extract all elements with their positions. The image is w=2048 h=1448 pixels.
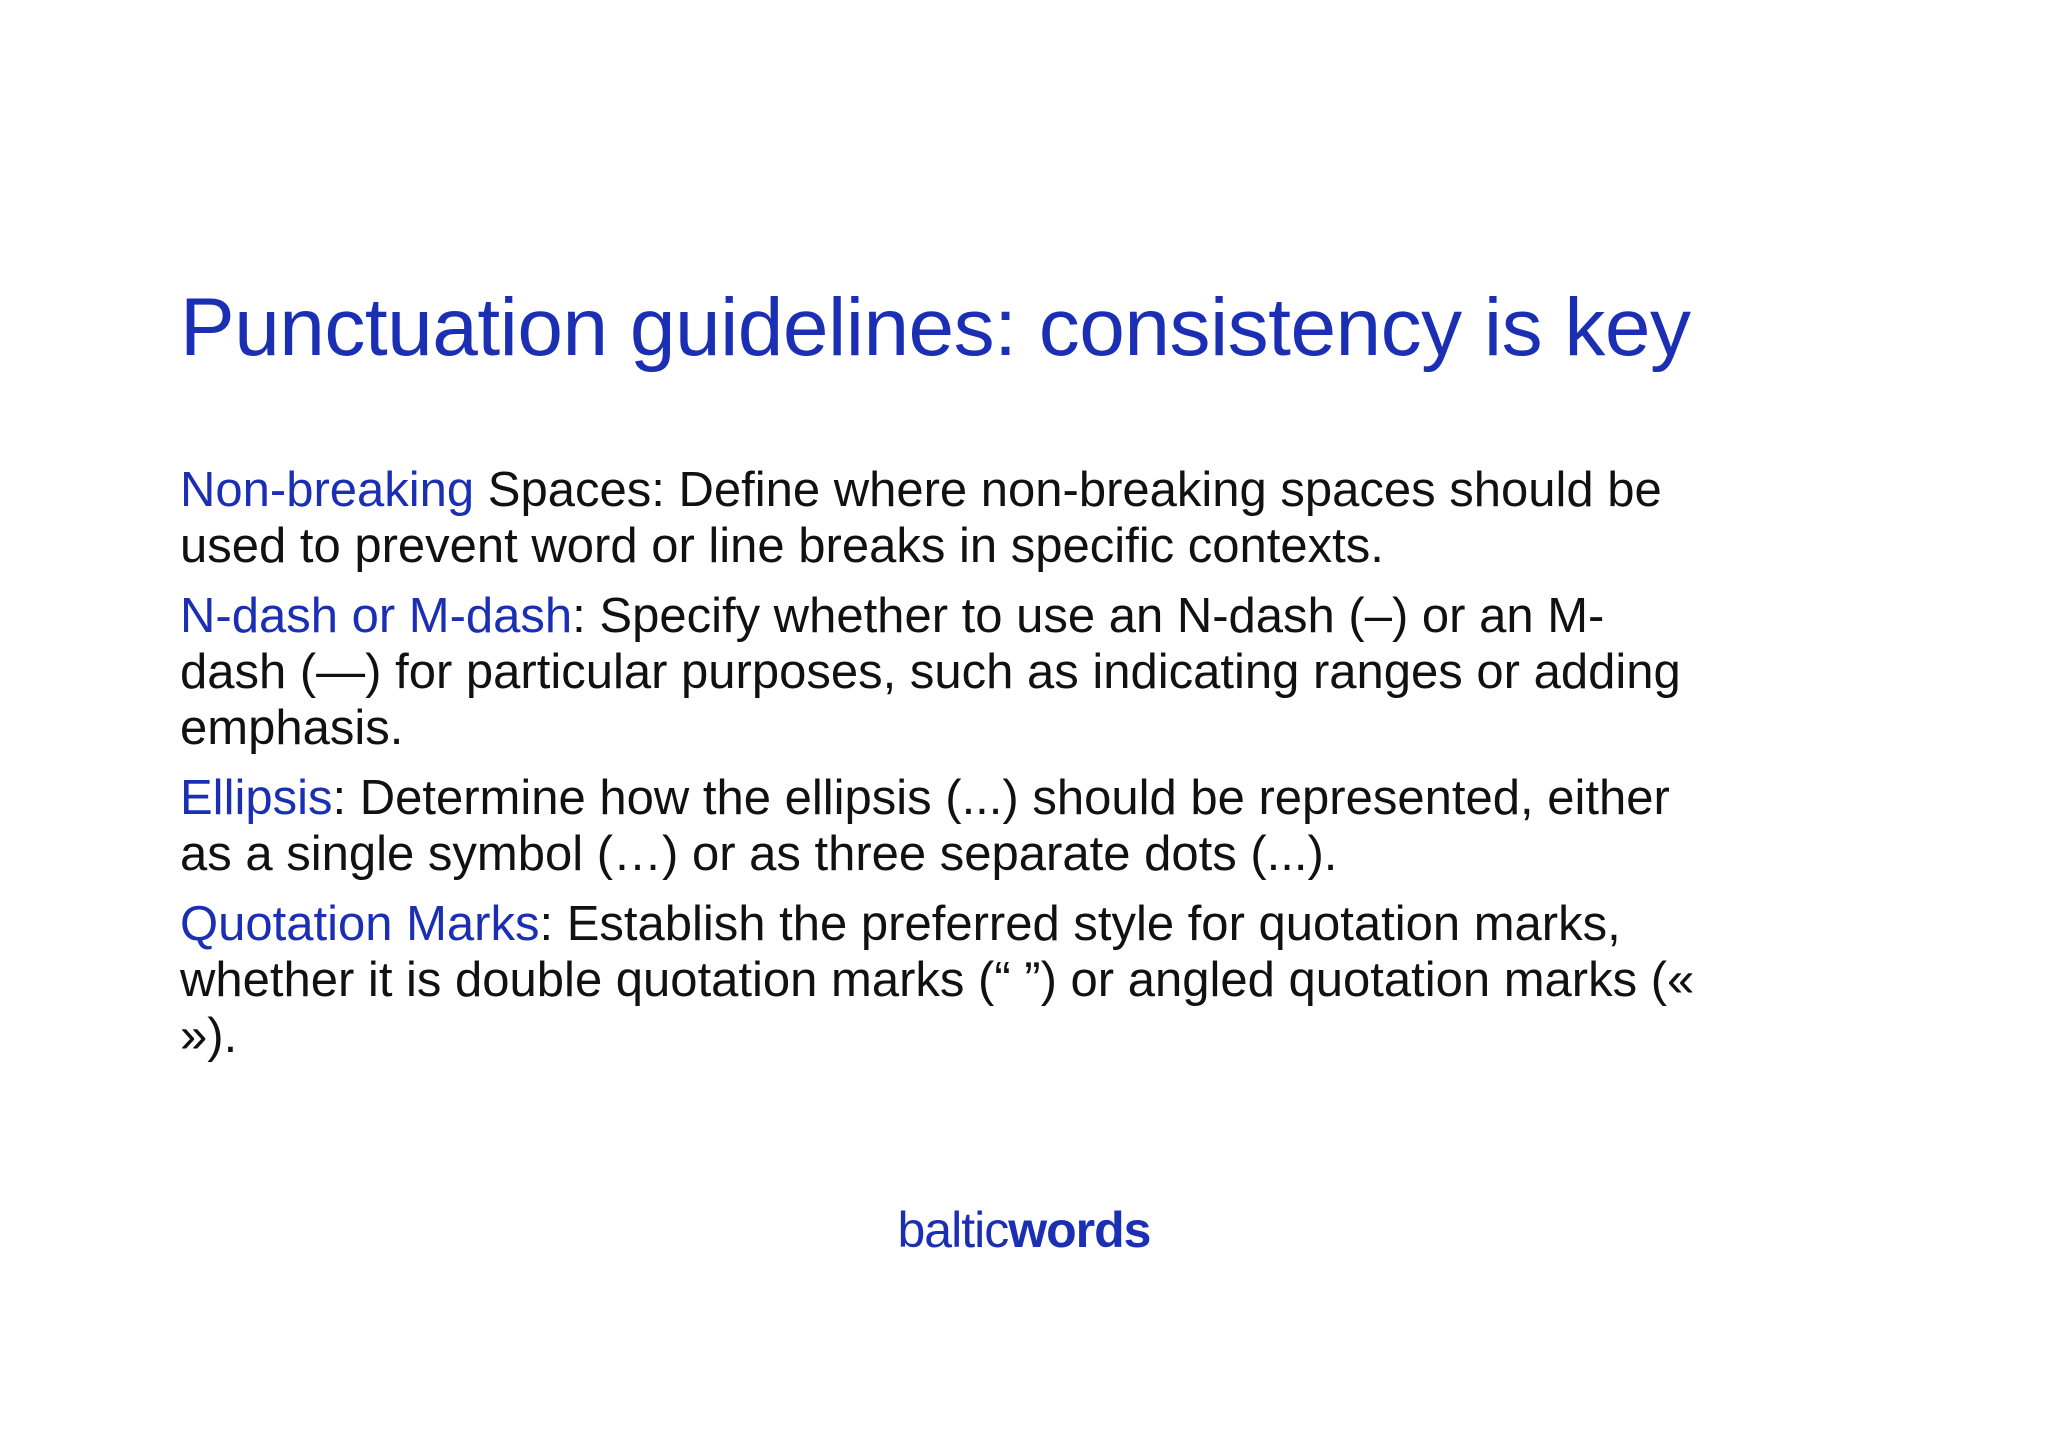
balticwords-logo — [0, 1200, 2048, 1260]
guideline-term: N-dash or M-dash — [180, 589, 573, 643]
guideline-term: Non-breaking — [180, 463, 475, 517]
logo-part-baltic: baltic — [897, 1202, 1009, 1258]
guideline-text: : Determine how the ellipsis (...) should be represented, either as a single symbol (…) or as three separate dots (...). — [180, 771, 1670, 881]
guideline-item-dash — [180, 588, 1700, 756]
guideline-text: : Establish the preferred style for quotation marks, whether it is double quotation marks (“ ”) or angled quotation marks (« »). — [180, 897, 1695, 1063]
guideline-text: : Specify whether to use an N-dash (–) or an M-dash (—) for particular purposes, such as indicating ranges or adding emphasis. — [180, 589, 1681, 755]
guideline-item-ellipsis — [180, 770, 1700, 882]
guideline-text: Spaces: Define where non-breaking spaces should be used to prevent word or line breaks in specific contexts. — [180, 463, 1662, 573]
logo-part-words: words — [1008, 1202, 1151, 1258]
guideline-item-non-breaking — [180, 462, 1700, 574]
slide-title: Punctuation guidelines: consistency is key — [180, 282, 1691, 373]
guideline-item-quotation-marks — [180, 896, 1700, 1064]
guideline-term: Ellipsis — [180, 771, 333, 825]
guideline-term: Quotation Marks — [180, 897, 540, 951]
guidelines-list — [180, 462, 1700, 1078]
